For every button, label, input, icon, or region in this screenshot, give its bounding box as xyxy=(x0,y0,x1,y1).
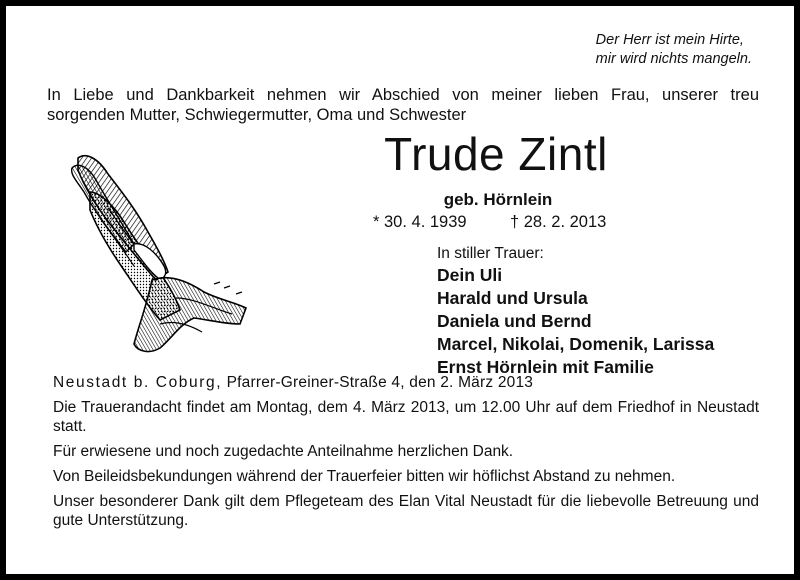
address-date: Pfarrer-Greiner-Straße 4, den 2. März 2013 xyxy=(222,374,534,391)
mourner-name: Ernst Hörnlein mit Familie xyxy=(437,357,654,377)
thanks-text: Für erwiesene und noch zugedachte Anteilnahme herzlichen Dank. xyxy=(53,443,514,460)
death-date: † 28. 2. 2013 xyxy=(510,213,607,231)
intro-text xyxy=(47,85,759,125)
mourner-name: Marcel, Nikolai, Domenik, Larissa xyxy=(437,334,715,354)
bible-verse xyxy=(596,31,752,69)
details-text xyxy=(53,373,759,530)
service-info: Die Trauerandacht findet am Montag, dem 4. März 2013, um 12.00 Uhr auf dem Friedhof in Neustadt statt. xyxy=(53,399,759,435)
praying-hands-icon xyxy=(64,148,254,363)
intro-line: sorgenden Mutter, Schwiegermutter, Oma und Schwester xyxy=(47,106,467,124)
mourner-name: Daniela und Bernd xyxy=(437,311,592,331)
bible-verse-line: Der Herr ist mein Hirte, xyxy=(595,32,744,48)
birth-name: geb. Hörnlein xyxy=(443,190,553,209)
bible-verse-line: mir wird nichts mangeln. xyxy=(595,51,752,67)
mourners-block xyxy=(437,243,767,379)
mourners-heading: In stiller Trauer: xyxy=(437,245,544,262)
intro-line: In Liebe und Dankbarkeit nehmen wir Abschied von meiner lieben Frau, unserer treu xyxy=(47,86,759,104)
location-date-line xyxy=(53,373,759,392)
location-city: Neustadt b. Coburg, xyxy=(53,374,223,391)
mourner-name: Harald und Ursula xyxy=(437,288,588,308)
special-thanks: Unser besonderer Dank gilt dem Pflegeteam des Elan Vital Neustadt für die liebevolle Betreuung und gute Unterstützung. xyxy=(53,493,759,529)
deceased-name: Trude Zintl xyxy=(384,128,608,180)
birth-date: * 30. 4. 1939 xyxy=(373,213,467,231)
mourner-name: Dein Uli xyxy=(437,265,503,285)
condolence-request: Von Beileidsbekundungen während der Trauerfeier bitten wir höflichst Abstand zu nehmen. xyxy=(53,468,676,485)
